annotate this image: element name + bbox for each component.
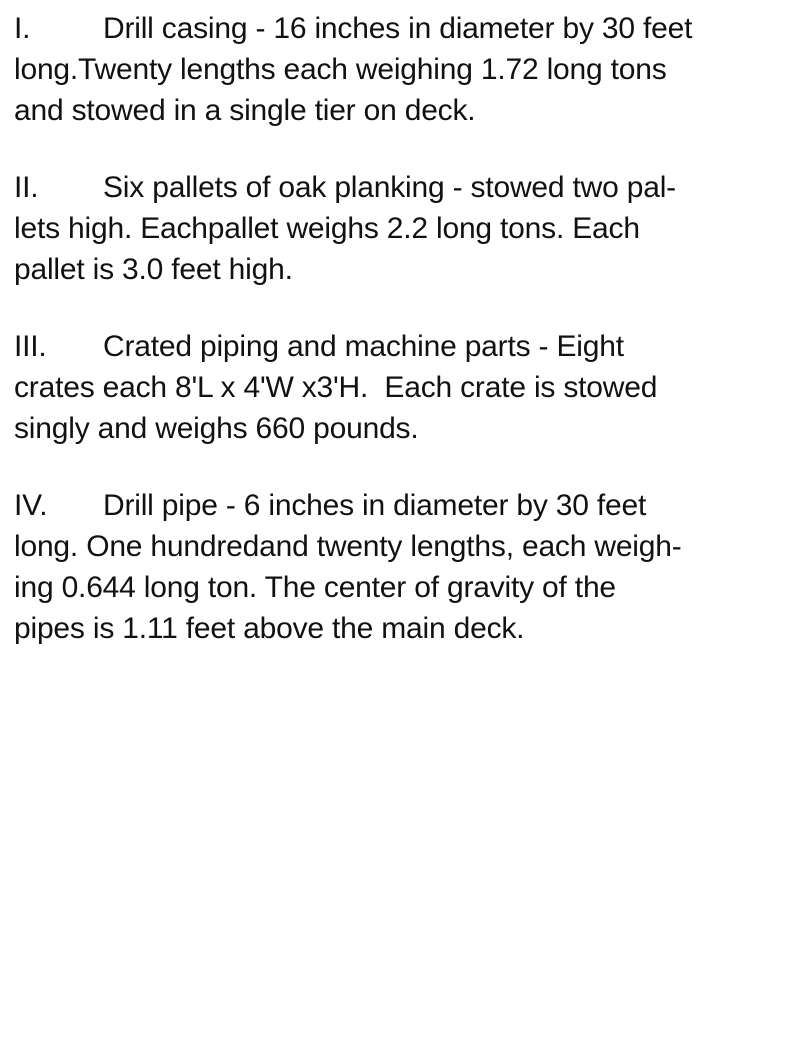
item-text-line: ing 0.644 long ton. The center of gravity of the <box>14 571 616 604</box>
item-heading-text: Drill pipe - 6 inches in diameter by 30 feet <box>103 489 647 522</box>
item-numeral: II. <box>14 171 39 204</box>
item-numeral: I. <box>14 12 31 45</box>
item-text-line: pipes is 1.11 feet above the main deck. <box>14 612 525 645</box>
item-heading-text: Six pallets of oak planking - stowed two pal- <box>103 171 676 204</box>
item-text-line: and stowed in a single tier on deck. <box>14 94 476 127</box>
item-heading-text: Crated piping and machine parts - Eight <box>103 330 624 363</box>
cargo-item-i <box>14 8 794 131</box>
item-numeral: III. <box>14 330 47 363</box>
item-text-line: crates each 8'L x 4'W x3'H. Each crate is stowed <box>14 371 658 404</box>
item-numeral: IV. <box>14 489 48 522</box>
cargo-item-ii <box>14 167 794 290</box>
item-text-line: singly and weighs 660 pounds. <box>14 412 419 445</box>
item-heading-text: Drill casing - 16 inches in diameter by 30 feet <box>103 12 693 45</box>
item-first-line <box>14 326 794 367</box>
item-first-line <box>14 485 794 526</box>
item-first-line <box>14 8 794 49</box>
document-page <box>14 8 794 685</box>
item-text-line: pallet is 3.0 feet high. <box>14 253 293 286</box>
cargo-item-iv <box>14 485 794 649</box>
item-first-line <box>14 167 794 208</box>
item-text-line: long. One hundredand twenty lengths, each weigh- <box>14 530 682 563</box>
item-text-line: lets high. Eachpallet weighs 2.2 long tons. Each <box>14 212 640 245</box>
cargo-item-iii <box>14 326 794 449</box>
item-text-line: long.Twenty lengths each weighing 1.72 long tons <box>14 53 667 86</box>
